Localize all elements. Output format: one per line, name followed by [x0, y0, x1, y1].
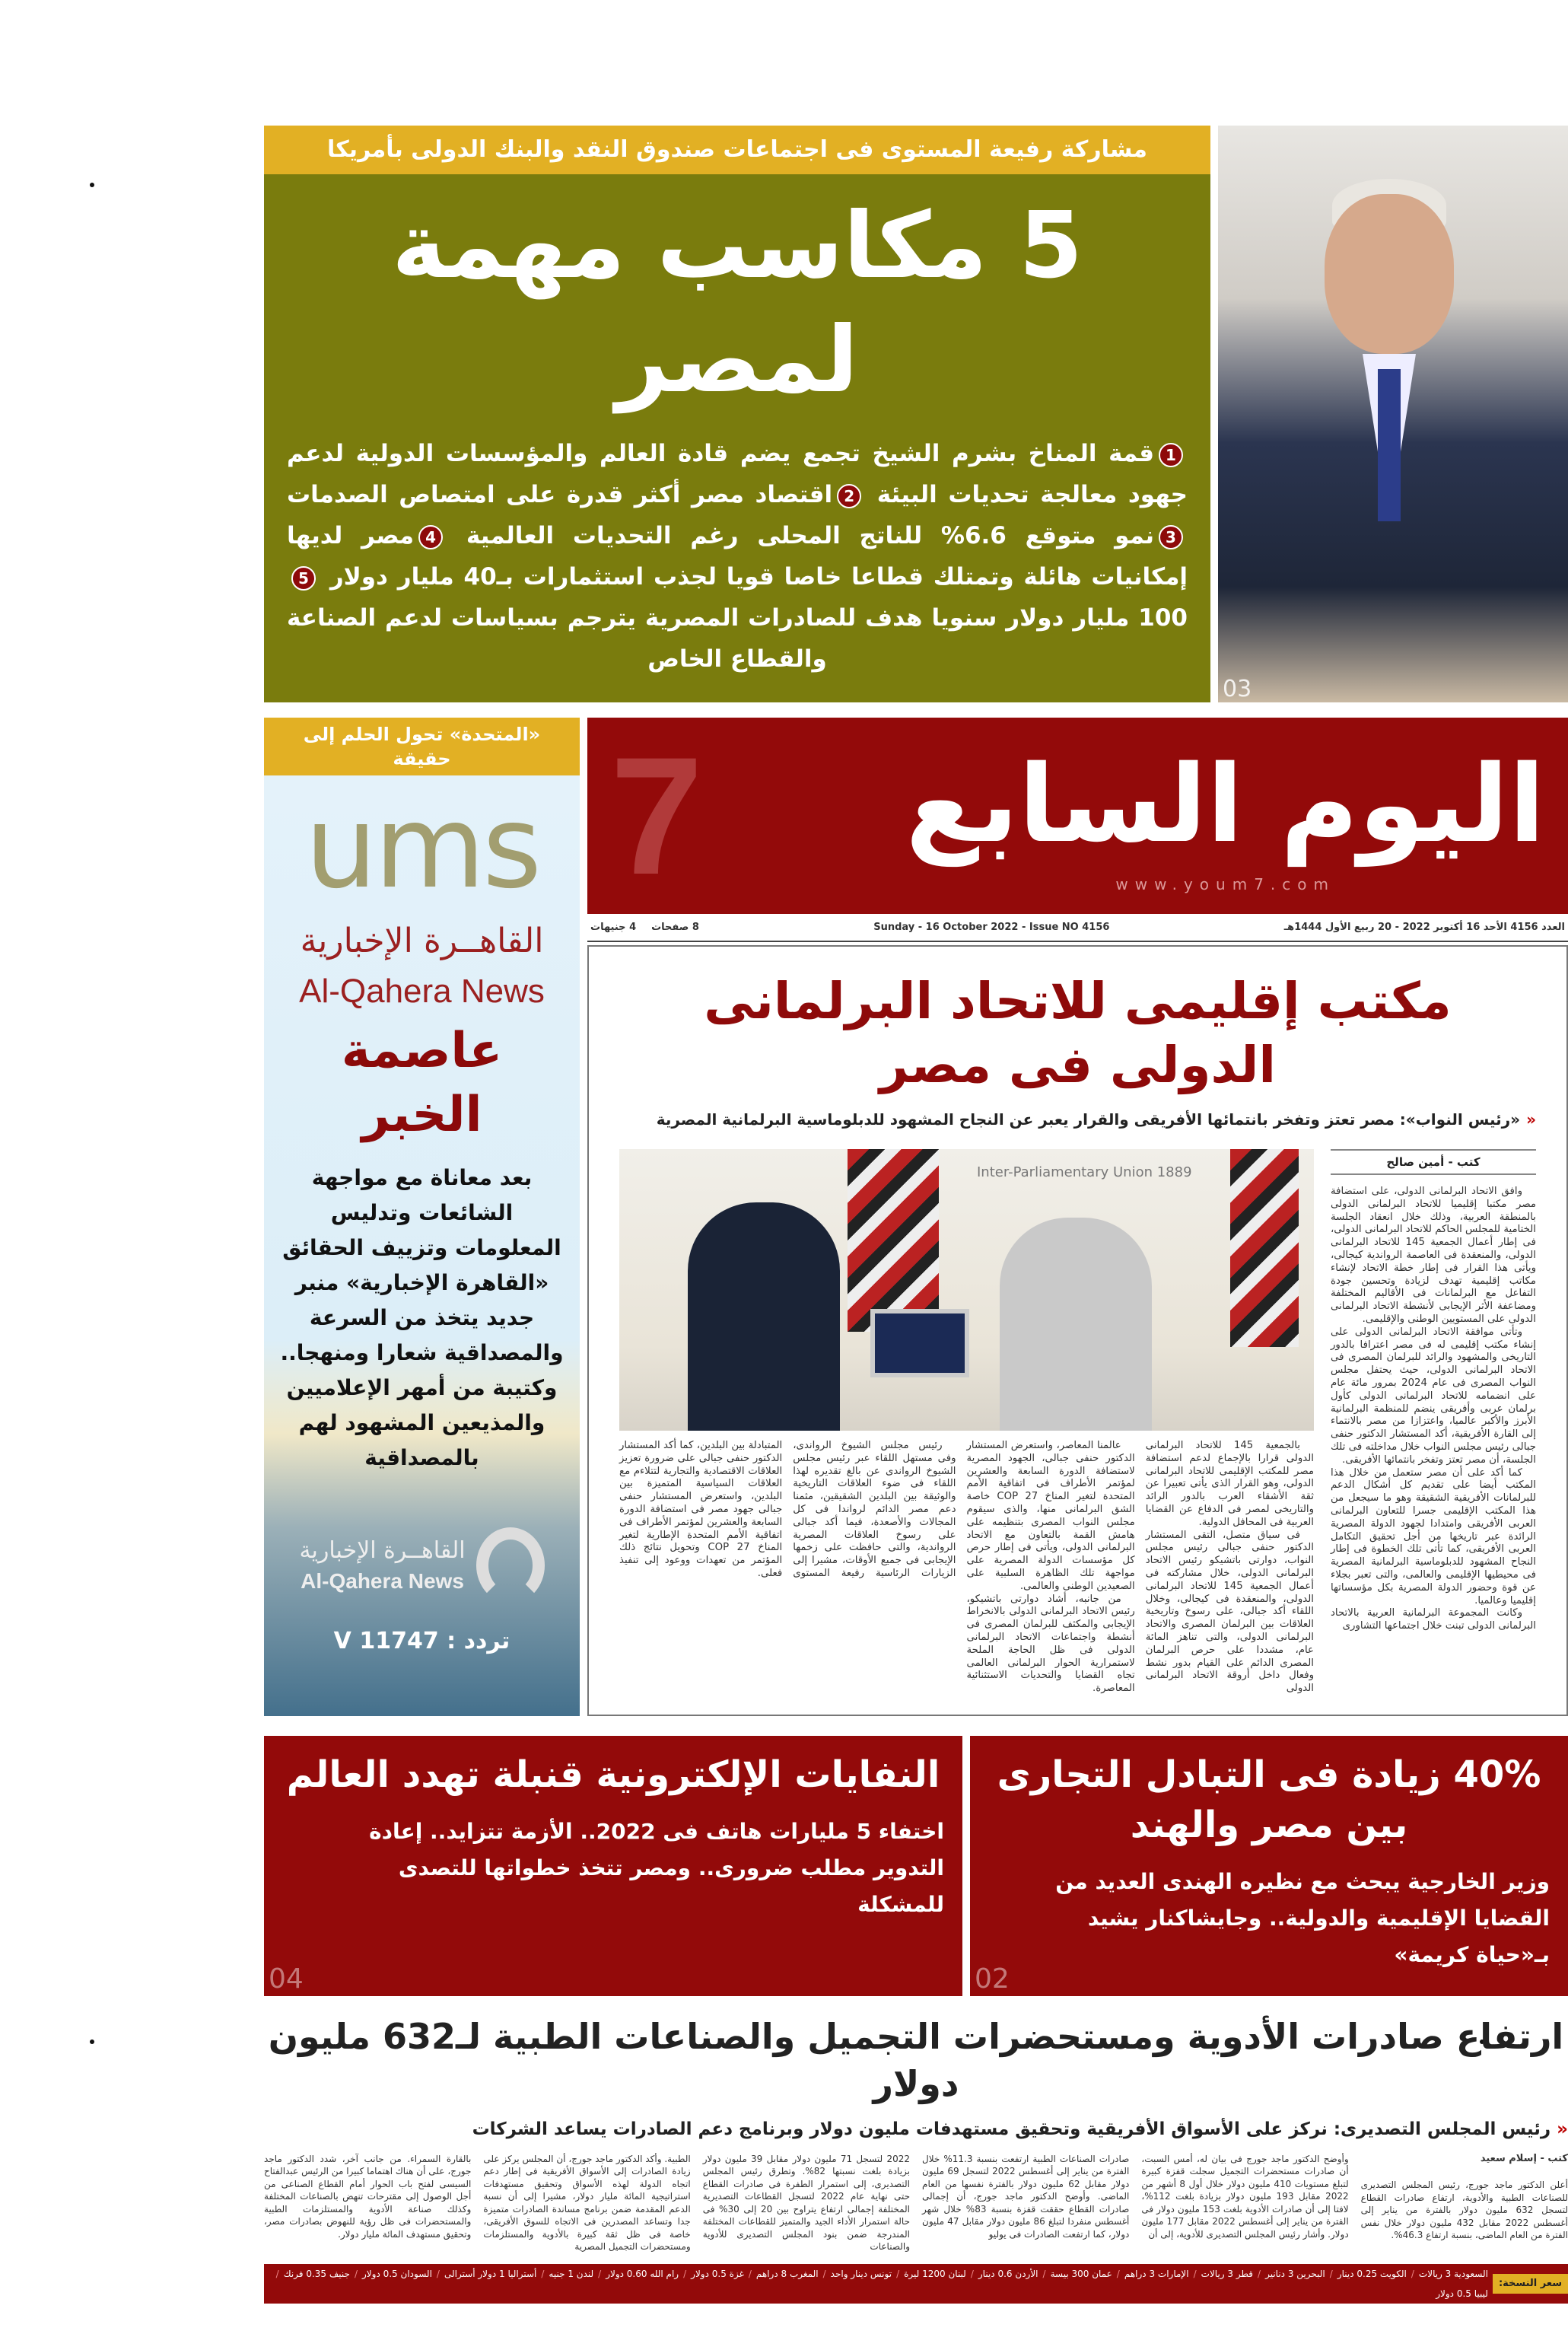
- ad-banner: «المتحدة» تحول الحلم إلى حقيقة: [264, 718, 580, 775]
- main-story[interactable]: [587, 945, 1568, 1716]
- main-story-body: [619, 1149, 1536, 1696]
- byline: كتب - أمين صالح: [1331, 1149, 1536, 1175]
- price-label: سعر النسخة:: [1493, 2274, 1568, 2294]
- paragraph: أعلن الدكتور ماجد جورج، رئيس المجلس التصديرى للصناعات الطبية والأدوية، ارتفاع صادرات القطاع لتسجل 632 مليون دولار بالفترة من يناير إلى أغسطس 2022 مقابل 432 مليون دولار خلال نفس الفترة من العام الماضى، بنسبة ارتفاع 46.3%.: [1360, 2180, 1568, 2241]
- page-ref: 04: [269, 1963, 304, 1995]
- point-text: اقتصاد مصر أكثر قدرة على امتصاص الصدمات: [287, 481, 833, 508]
- separator: /: [541, 2268, 545, 2279]
- exports-subhead: [264, 2116, 1568, 2142]
- point-number: 1: [1159, 443, 1183, 467]
- point-number: 2: [837, 484, 861, 508]
- masthead-name-box: [905, 737, 1545, 895]
- article-column: 2022 لتسجل 71 مليون دولار مقابل 39 مليون دولار بزيادة بلغت نسبتها 82%. وتطرق رئيس المجلس التصديرى، إلى استمرار الطفرة فى صادرات القطاع حتى نهاية عام 2022 لتسجل القطاعات التصديرية المختلفة إجمالى ارتفاع يتراوح بين 20 إلى 30% فى حالة استمرار الأداء الجيد والمتميز للقطاعات المختلفة المندرجة ضمن بنود المجلس التصديرى للأدوية والصناعات: [702, 2153, 911, 2253]
- red-boxes-row: [264, 1736, 1568, 1996]
- price-item: تونس دينار واحد: [830, 2268, 892, 2279]
- lower-columns: [619, 1440, 1314, 1696]
- price-item: عمان 300 بيسة: [1050, 2268, 1112, 2279]
- ad-body: بعد معاناة مع مواجهة الشائعات وتدليس المعلومات وتزييف الحقائق «القاهرة الإخبارية» منبر جديد يتخذ من السرعة والمصداقية شعارا ومنهجا.. وكتيبة من أمهر الإعلاميين والمذيعين المشهود لهم بالمصداقية: [280, 1165, 564, 1470]
- paragraph: فى سياق متصل، التقى المستشار الدكتور حنفى جبالى رئيس مجلس النواب، دوارتى باتشيكو رئيس الاتحاد البرلمانى الدولى، خلال مشاركته فى أعمال الجمعية 145 للاتحاد البرلمانى الدولى، والمنعقدة فى كيجالى، وخلال اللقاء أكد جبالى، على رسوخ وتاريخية العلاقات بين البرلمان المصرى والاتحاد البرلمانى الدولى، والتى تناهز المائة عام، مشددا على حرص البرلمان المصرى الدائم على القيام بدور نشط وفعال داخل أروقة الاتحاد البرلمانى الدولى: [1145, 1529, 1314, 1695]
- channel-name-en: Al-Qahera News: [299, 973, 545, 1010]
- point-number: 5: [291, 566, 316, 591]
- page-ref: 02: [975, 1963, 1010, 1995]
- separator: /: [1329, 2268, 1333, 2279]
- price: 4 جنيهات: [590, 922, 637, 933]
- price-item: السودان 0.5 دولار: [362, 2268, 432, 2279]
- al-qahera-logo: [299, 1527, 544, 1603]
- article-column: بالقارة السمراء. من جانب آخر، شدد الدكتور ماجد جورج، على أن هناك اهتماما كبيرا من الرئيس عبدالفتاح السيسى لفتح باب الحوار أمام القطاع الصناعى من أجل الوصول إلى مقترحات تنهض بالصناعات المختلفة وكذلك صناعة الأدوية والمستلزمات الطبية والمستحضرات فى ظل رؤية للنهوض بصادرات مصر، وتحقيق مستهدف المائة مليار دولار.: [264, 2153, 472, 2240]
- story-headline: 40% زيادة فى التبادل التجارى بين مصر والهند: [997, 1753, 1541, 1846]
- paragraph: وكانت المجموعة البرلمانية العربية بالاتحاد البرلمانى الدولى تبنت خلال اجتماعها التشاورى: [1331, 1607, 1536, 1632]
- price-item: جنيف 0.35 فرنك: [283, 2268, 350, 2279]
- al-qahera-logo-icon: [476, 1527, 545, 1603]
- price-item: لندن 1 جنيه: [549, 2268, 594, 2279]
- price-item: الإمارات 3 دراهم: [1124, 2268, 1189, 2279]
- page-count: 8 صفحات: [651, 922, 699, 933]
- price-item: قطر 3 ريالات: [1201, 2268, 1254, 2279]
- paragraph: رئيس مجلس الشيوخ الرواندى، وفى مستهل اللقاء عبر رئيس مجلس الشيوخ الرواندى عن بالغ تقديره لهذا اللقاء فى ضوء العلاقات التاريخية والوثيقة بين البلدين الشقيقين، مثمنا دعم مصر الدائم لرواندا فى كل المجالات والأصعدة، فيما أكد جبالى على رسوخ العلاقات المصرية الرواندية، والتى حافظت على زخمها الإيجابى فى جميع الأوقات، مشيرا إلى الزيارات الرئاسية رفيعة المستوى المتبادلة بين البلدين، كما أكد المستشار الدكتور حنفى جبالى على ضرورة تعزيز العلاقات الاقتصادية والتجارية لتتلاءم مع العلاقات السياسية المتميزة بين البلدين، واستعرض المستشار حنفى جبالى جهود مصر فى استضافة الدورة السابعة والعشرين لمؤتمر الأطراف فى اتفاقية الأمم المتحدة الإطارية لتغير المناخ COP 27 وتحويل نتائج ذلك المؤتمر من تعهدات ووعود إلى تنفيذ فعلى.: [619, 1440, 956, 1579]
- article-column: صادرات الصناعات الطبية ارتفعت بنسبة 11.3% خلال الفترة من يناير إلى أغسطس 2022 لتسجل 69 مليون دولار مقابل 62 مليون دولار بالفترة نفسها من العام الماضى. وأوضح الدكتور ماجد جورج، أن إجمالى صادرات القطاع حققت قفزة بنسبة 83% خلال شهر أغسطس منفردا لتبلغ 86 مليون دولار مقابل 47 مليون دولار، كما ارتفعت الصادرات فى يوليو: [922, 2153, 1130, 2240]
- point-text: نمو متوقع 6.6% للناتج المحلى رغم التحديات العالمية: [466, 522, 1155, 549]
- paragraph: عالمنا المعاصر، واستعرض المستشار الدكتور حنفى جبالى، الجهود المصرية لاستضافة الدورة السابعة والعشرين لمؤتمر الأطراف فى اتفاقية الأمم المتحدة لتغير المناخ COP 27 خاصة الشق البرلمانى منها، والذى سيقوم مجلس النواب المصرى بتنظيمه على هامش القمة بالتعاون مع الاتحاد البرلمانى الدولى، ويأتى فى إطار حرص كل مؤسسات الدولة المصرية على مواجهة تلك الظاهرة السلبية على الصعيدين الوطنى والعالمى.: [966, 1440, 1135, 1592]
- point-text: قمة المناخ بشرم الشيخ تجمع يضم قادة العالم والمؤسسات الدولية لدعم جهود معالجة تحديات البيئة: [287, 440, 1188, 508]
- top-story-points: [287, 433, 1188, 680]
- story-e-waste[interactable]: [264, 1736, 962, 1996]
- exports-columns: [264, 2153, 1568, 2253]
- paragraph: من جانبه، أشاد دوارتى باتشيكو، رئيس الاتحاد البرلمانى الدولى بالانخراط الإيجابى والمكثف للبرلمان المصرى فى أنشطة واجتماعات الاتحاد البرلمانى الدولى فى ظل الحاجة الملحة لاستمرارية الحوار البرلمانى العالمى تجاه القضايا والتحديات الاستثنائية المعاصرة.: [966, 1593, 1135, 1695]
- point-text: مصر لديها إمكانيات هائلة وتمتلك قطاعا خاصا قويا لجذب استثمارات بـ40 مليار دولار: [287, 522, 1188, 591]
- exports-subhead-text: رئيس المجلس التصديرى: نركز على الأسواق الأفريقية وتحقيق مستهدفات مليون دولار وبرنامج دعم الصادرات يساعد الشركات: [472, 2119, 1551, 2139]
- separator: /: [436, 2268, 440, 2279]
- separator: /: [1411, 2268, 1414, 2279]
- main-column: [587, 718, 1568, 1716]
- article-column: [967, 1440, 1135, 1696]
- main-story-photo: [619, 1149, 1314, 1431]
- logo-text: [299, 1535, 465, 1596]
- first-column: [1331, 1149, 1536, 1696]
- ad-slogan: عاصمة الخبر: [341, 1023, 503, 1143]
- separator: /: [896, 2268, 900, 2279]
- crop-mark: [90, 2039, 94, 2044]
- point-number: 3: [1159, 525, 1183, 549]
- separator: /: [275, 2268, 279, 2279]
- issue-date-ar: العدد 4156 الأحد 16 أكتوبر 2022 - 20 ربيع الأول 1444هـ: [1283, 922, 1565, 933]
- masthead-seven-logo: 7: [610, 722, 704, 909]
- separator: /: [1116, 2268, 1120, 2279]
- ad-column: [264, 718, 580, 1716]
- frequency: تردد : 11747 V: [333, 1628, 510, 1654]
- logo-text-ar: القاهــرة الإخبارية: [299, 1537, 466, 1564]
- crop-mark: [90, 183, 94, 187]
- article-column: [1361, 2153, 1568, 2253]
- top-story-photo: [1218, 126, 1568, 702]
- point-number: 4: [418, 525, 443, 549]
- exports-headline: ارتفاع صادرات الأدوية ومستحضرات التجميل والصناعات الطبية لـ632 مليون دولار: [268, 2015, 1564, 2104]
- story-egypt-india-trade[interactable]: [970, 1736, 1568, 1996]
- separator: /: [598, 2268, 602, 2279]
- price-items: [264, 2264, 1493, 2304]
- price-item: لبنان 1200 ليرة: [904, 2268, 966, 2279]
- story-subhead: وزير الخارجية يبحث مع نظيره الهندى العديد من القضايا الإقليمية والدولية.. وجايشاكنار يشيد بـ«حياة كريمة»: [1055, 1868, 1550, 1967]
- main-subhead: [619, 1108, 1536, 1131]
- article-column: [619, 1440, 956, 1696]
- separator: /: [822, 2268, 826, 2279]
- story-subhead: اختفاء 5 مليارات هاتف فى 2022.. الأزمة تتزايد.. إعادة التدوير مطلب ضرورى.. ومصر تتخذ خطواتها للتصدى للمشكلة: [369, 1818, 944, 1917]
- ums-logo: ums: [304, 782, 539, 914]
- article-column: [1331, 1186, 1536, 1633]
- chevron-icon: «: [1557, 2119, 1568, 2139]
- paragraph: كما أكد على أن مصر ستعمل من خلال هذا المكتب أيضا على تقديم كل أشكال الدعم للبرلمانات الأفريقية الشقيقة وهو ما سيجعل من هذا المكتب الإقليمى جسرا للتعاون البرلمانى العربى الأفريقى وامتدادا لجهود الدولة المصرية الرائدة عبر تاريخها من أجل تحقيق التكامل العربى الأفريقى، كما تأتى تلك الخطوة فى إطار النجاح المشهود للدبلوماسية البرلمانية المصرية فى محيطيها الإقليمى والعالمى، والتى تعبر بجلاء عن قوة وحضور الدولة المصرية بكل مؤسساتها إقليميا وعالميا.: [1331, 1466, 1536, 1606]
- story-headline: النفايات الإلكترونية قنبلة تهدد العالم: [286, 1753, 940, 1796]
- chevron-icon: «: [1526, 1110, 1536, 1129]
- point-text: 100 مليار دولار سنويا هدف للصادرات المصرية يترجم بسياسات لدعم الصناعة والقطاع الخاص: [287, 604, 1188, 673]
- dateline: [587, 914, 1568, 942]
- byline: كتب - إسلام سعيد: [1480, 2152, 1568, 2164]
- price-bar: [264, 2264, 1568, 2304]
- article-column: الطبية. وأكد الدكتور ماجد جورج، أن المجلس يركز على زيادة الصادرات إلى الأسواق الأفريقية فى إطار دعم اتجاه الدولة لهذه الأسواق وتحقيق مستهدفات استراتيجية المائة مليار دولار، مشيرا إلى أن نسبة الدعم المقدمة ضمن برنامج مساندة الصادرات متميزة جدا وتساعد المصدرين فى الاتجاه للسوق الأفريقى، خاصة فى ظل ثقة كبيرة بالأدوية والمستلزمات ومستحضرات التجميل المصرية: [483, 2153, 691, 2253]
- article-column: [1146, 1440, 1314, 1696]
- paragraph: وتأتى موافقة الاتحاد البرلمانى الدولى على إنشاء مكتب إقليمى له فى مصر اعترافا بالدور التاريخى والمشهود والرائد للبرلمان المصرى فى الاتحاد البرلمانى الدولى، حيث يحتفل مجلس النواب المصرى فى عام 2024 بمرور مائة عام على انضمامه للاتحاد البرلمانى الدولى كأول برلمان عربى وأفريقى ينضم للمنظمة البرلمانية الأبرز والأكبر عالميا، واعتزازا من مصر بالانتماء إلى القارة الأفريقية، أكد المستشار الدكتور حنفى جبالى رئيس مجلس النواب خلال مداخلته فى تلك الجلسة، أن مصر تعتز وتفخر بانتمائها الأفريقى.: [1331, 1326, 1536, 1466]
- top-story-headline: 5 مكاسب مهمة لمصر: [392, 193, 1083, 413]
- separator: /: [1258, 2268, 1261, 2279]
- separator: /: [748, 2268, 752, 2279]
- middle-row: [264, 718, 1568, 1716]
- price-item: ليبيا 0.5 دولار: [1436, 2288, 1488, 2299]
- price-item: السعودية 3 ريالات: [1418, 2268, 1488, 2279]
- masthead[interactable]: [587, 718, 1568, 914]
- price-item: رام الله 0.60 دولار: [606, 2268, 679, 2279]
- al-qahera-news-ad[interactable]: [264, 775, 580, 1716]
- separator: /: [683, 2268, 687, 2279]
- issue-date-en: Sunday - 16 October 2022 - Issue NO 4156: [873, 922, 1110, 933]
- page-price-group: [590, 922, 699, 933]
- separator: /: [1042, 2268, 1046, 2279]
- paragraph: بالجمعية 145 للاتحاد البرلمانى الدولى قرارا بالإجماع لدعم استضافة مصر للمكتب الإقليمى للاتحاد البرلمانى الدولى، وهو القرار الذى يأتى تعبيرا عن ثقة الأشقاء العرب بالدور الرائد والتاريخى لمصر فى الدفاع عن القضايا العربية فى المحافل الدولية.: [1145, 1440, 1314, 1528]
- photo-caption: Inter-Parliamentary Union 1889: [977, 1164, 1192, 1180]
- price-item: غزة 0.5 دولار: [691, 2268, 744, 2279]
- main-subhead-text: «رئيس النواب»: مصر تعتز وتفخر بانتمائها الأفريقى والقرار يعبر عن النجاح المشهود للدبلوماسية البرلمانية المصرية: [656, 1110, 1521, 1129]
- front-page: [264, 0, 1568, 2334]
- price-item: الأردن 0.6 دينار: [978, 2268, 1038, 2279]
- top-story[interactable]: [264, 126, 1210, 702]
- separator: /: [354, 2268, 358, 2279]
- paragraph: وافق الاتحاد البرلمانى الدولى، على استضافة مصر مكتبا إقليميا للاتحاد البرلمانى الدولى بالمنطقة العربية، وذلك خلال انعقاد الجلسة الختامية للمجلس الحاكم للاتحاد البرلمانى الدولى، فى إطار أعمال الجمعية 145 للاتحاد البرلمانى الدولى، والمنعقدة فى العاصمة الرواندية كيجالى، ويأتى هذا القرار فى إطار خطة الاتحاد لإنشاء مكاتب إقليمية تهدف لزيادة وتحسين جودة التفاعل مع البرلمانات فى الأقاليم المختلفة ومضاعفة الأثر الإيجابى لأنشطة الاتحاد البرلمانى الدولى على المستويين الوطنى والإقليمى.: [1331, 1186, 1536, 1325]
- price-item: البحرين 3 دنانير: [1265, 2268, 1325, 2279]
- top-story-kicker: مشاركة رفيعة المستوى فى اجتماعات صندوق النقد والبنك الدولى بأمريكا: [264, 126, 1210, 174]
- top-story-body: [264, 174, 1210, 702]
- price-item: المغرب 8 دراهم: [755, 2268, 819, 2279]
- separator: /: [1193, 2268, 1197, 2279]
- newspaper-name: اليوم السابع: [905, 743, 1545, 867]
- separator: /: [970, 2268, 974, 2279]
- article-column: وأوضح الدكتور ماجد جورج فى بيان له، أمس السبت، أن صادرات مستحضرات التجميل سجلت قفزة كبيرة لتبلغ مستويات 410 مليون دولار خلال أول 8 أشهر من 2022 مقابل 193 مليون دولار بزيادة بلغت 112%، لافتا إلى أن صادرات الأدوية بلغت 153 مليون دولار فى الفترة من يناير إلى أغسطس 2022 مقابل 177 مليون دولار. وأشار رئيس المجلس التصديرى للأدوية، إلى أن: [1141, 2153, 1349, 2240]
- channel-name-ar: القاهــرة الإخبارية: [300, 922, 544, 960]
- top-row: [264, 126, 1568, 702]
- price-item: أستراليا 1 دولار أسترالى: [444, 2268, 537, 2279]
- website-url: www.youm7.com: [1115, 875, 1335, 893]
- logo-text-en: Al-Qahera News: [301, 1569, 464, 1593]
- page-ref: 03: [1223, 676, 1252, 702]
- photo-and-columns: [619, 1149, 1314, 1696]
- main-headline: مكتب إقليمى للاتحاد البرلمانى الدولى فى مصر: [704, 972, 1452, 1094]
- price-item: الكويت 0.25 دينار: [1337, 2268, 1407, 2279]
